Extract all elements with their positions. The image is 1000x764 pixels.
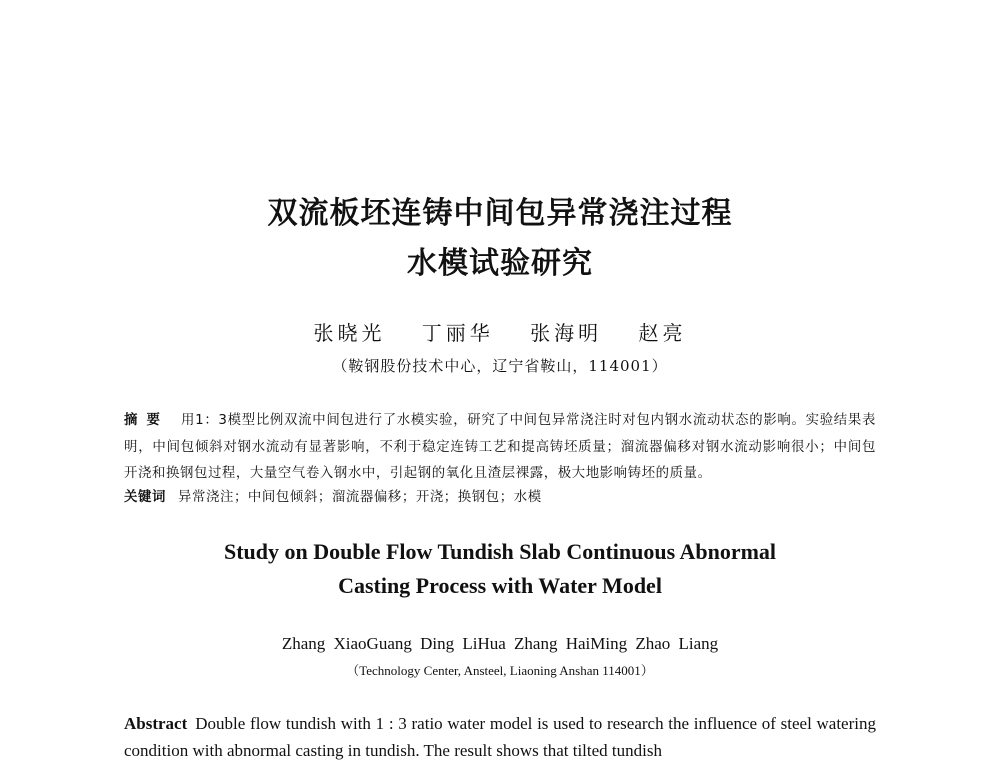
chinese-keywords-text: 异常浇注；中间包倾斜；溜流器偏移；开浇；换钢包；水模: [177, 490, 542, 505]
chinese-abstract-text: 用1：3模型比例双流中间包进行了水模实验，研究了中间包异常浇注时对包内钢水流动状态的影响。实验结果表明，中间包倾斜对钢水流动有显著影响，不利于稳定连铸工艺和提高铸坯质量；溜流器偏移对钢水流动影响很小；中间包开浇和换钢包过程，大量空气卷入钢水中，引起钢的氧化且渣层裸露，极大地影响铸坯的质量。: [124, 413, 876, 481]
english-abstract-text: Double flow tundish with 1 : 3 ratio water model is used to research the influence of steel watering condition with abnormal casting in tundish. The result shows that tilted tundish: [124, 714, 876, 760]
english-affiliation: （Technology Center, Ansteel, Liaoning Anshan 114001）: [346, 663, 654, 678]
chinese-keywords: [124, 487, 876, 509]
english-authors: Zhang XiaoGuang Ding LiHua Zhang HaiMing Zhao Liang: [281, 634, 719, 653]
english-abstract-label: Abstract: [124, 714, 188, 733]
chinese-keywords-label: 关键词: [124, 490, 166, 505]
chinese-title-line-1: 双流板坯连铸中间包异常浇注过程: [267, 196, 733, 231]
chinese-authors: 张晓光 丁丽华 张海明 赵亮: [313, 321, 687, 345]
chinese-abstract: [124, 408, 876, 488]
chinese-title-line-2: 水模试验研究: [407, 246, 593, 281]
chinese-affiliation: （鞍钢股份技术中心，辽宁省鞍山，114001）: [332, 357, 668, 375]
english-title-line-2: Casting Process with Water Model: [338, 573, 662, 598]
chinese-abstract-label: 摘要: [124, 413, 169, 428]
english-abstract: [124, 710, 876, 764]
english-title-line-1: Study on Double Flow Tundish Slab Continuous Abnormal: [223, 539, 777, 564]
